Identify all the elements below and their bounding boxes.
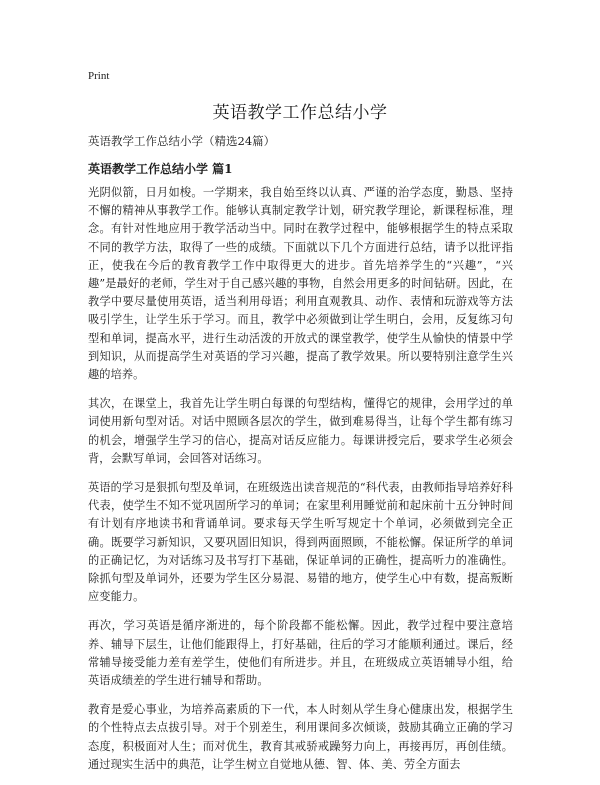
document-subtitle: 英语教学工作总结小学（精选24篇） — [88, 134, 276, 148]
print-link[interactable]: Print — [88, 70, 110, 82]
paragraph: 其次，在课堂上，我首先让学生明白每课的句型结构，懂得它的规律，会用学过的单词使用新句型对话。对话中照顾各层次的学生，做到难易得当，让每个学生都有练习的机会，增强学生学习的信心，提高对话反应能力。每课讲授完后，要求学生必须会背，会默写单词，会回答对话练习。 — [88, 397, 513, 465]
paragraph: 英语的学习是狠抓句型及单词，在班级选出读音规范的“科代表，由教师指导培养好科代表，使学生不知不觉巩固所学习的单词；在家里利用睡觉前和起床前十五分钟时间有计划有序地读书和背诵单词。要求每天学生听写规定十个单词，必须做到完全正确。既要学习新知识，又要巩固旧知识，得到两面照顾，不能松懈。保证所学的单词的正确记忆，为对话练习及书写打下基础，保证单词的正确性，提高听力的准确性。除抓句型及单词外，还要为学生区分易混、易错的地方，使学生心中有数，提高叛断应变能力。 — [88, 481, 513, 604]
document-title: 英语教学工作总结小学 — [212, 103, 388, 123]
paragraph: 再次，学习英语是循序渐进的，每个阶段都不能松懈。因此，教学过程中要注意培养、辅导下层生，让他们能跟得上，打好基础，往后的学习才能顺利通过。课后，经常辅导接受能力差有差学生，使他们有所进步。并且，在班级成立英语辅导小组，给英语成绩差的学生进行辅导和帮助。 — [88, 619, 513, 688]
article-body — [88, 184, 513, 785]
section-heading: 英语教学工作总结小学 篇1 — [88, 162, 233, 176]
paragraph: 教育是爱心事业，为培养高素质的下一代，本人时刻从学生身心健康出发，根据学生的个性特点去点拔引导。对于个别差生，利用课间多次倾谈，鼓励其确立正确的学习态度，积极面对人生；而对优生，教育其戒骄戒躁努力向上，再接再厉，再创佳绩。通过现实生活中的典范，让学生树立自觉地从德、智、体、美、劳全方面去 — [88, 703, 513, 771]
paragraph: 光阴似箭，日月如梭。一学期来，我自始至终以认真、严谨的治学态度，勤恳、坚持不懈的精神从事教学工作。能够认真制定教学计划，研究教学理论，新课程标准，理念。有针对性地应用于教学活动当中。同时在教学过程中，能够根据学生的特点采取不同的教学方法，取得了一些的成绩。下面就以下几个方面进行总结，请予以批评指正，使我在今后的教育教学工作中取得更大的进步。首先培养学生的“兴趣”，“兴趣”是最好的老师，学生对于自己感兴趣的事物，自然会用更多的时间钻研。因此，在教学中要尽量使用英语，适当利用母语；利用直观教具、动作、表情和玩游戏等方法吸引学生，让学生乐于学习。而且，教学中必须做到让学生明白，会用，反复练习句型和单词，提高水平，进行生动活泼的开放式的课堂教学，使学生从愉快的情景中学到知识，从而提高学生对英语的学习兴趣，提高了教学效果。所以要特别注意学生兴趣的培养。 — [88, 186, 513, 382]
